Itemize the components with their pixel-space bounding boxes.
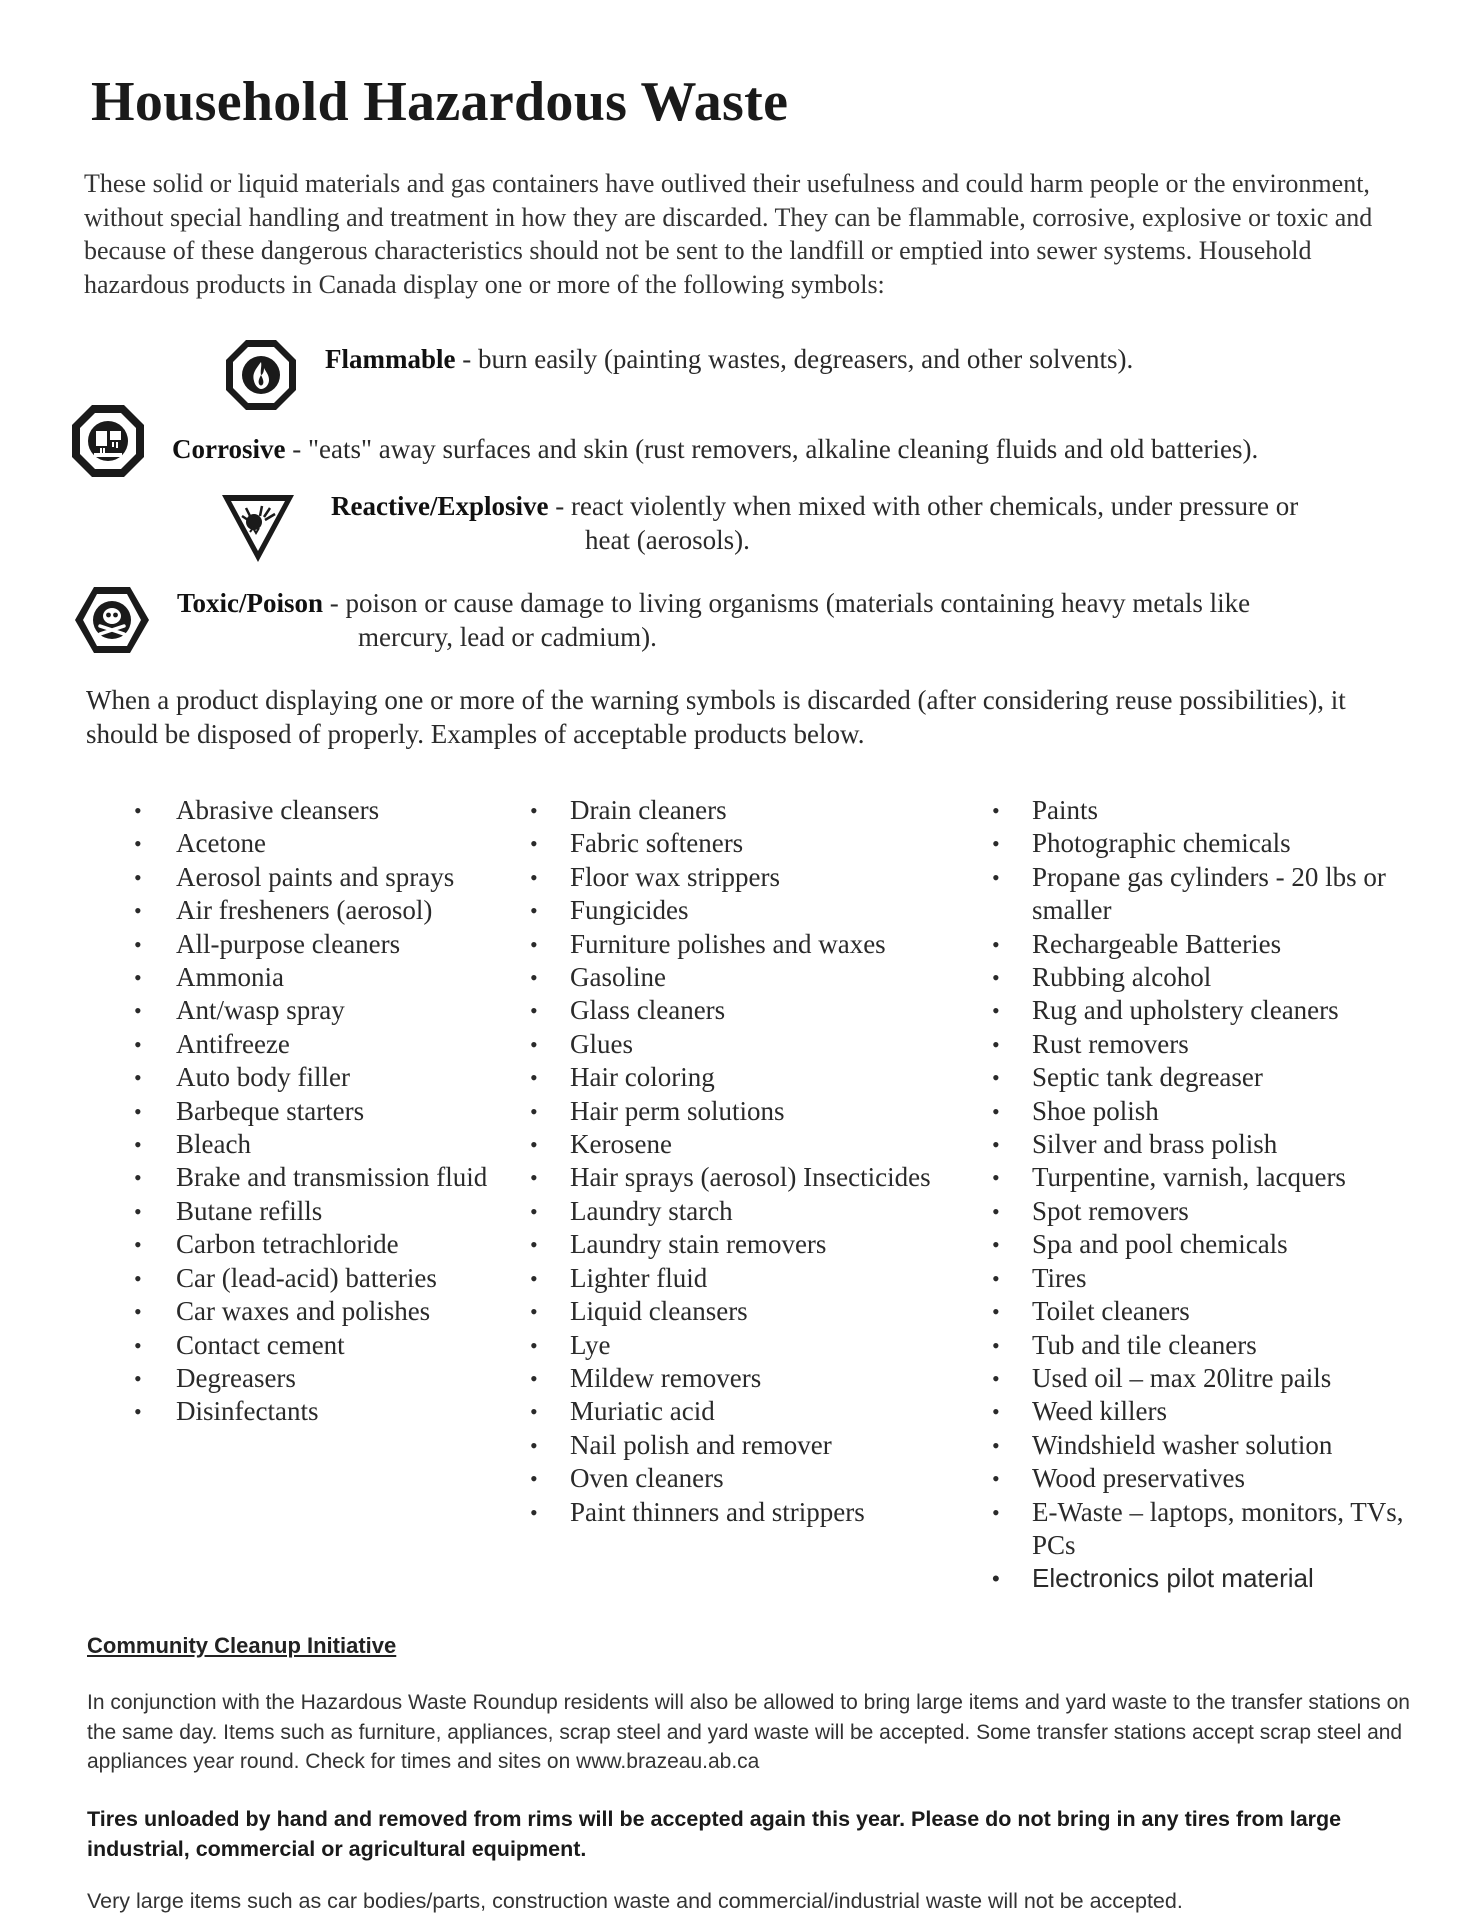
list-item: • Car waxes and polishes xyxy=(134,1295,514,1328)
list-item: • Tires xyxy=(992,1262,1412,1295)
intro-paragraph: These solid or liquid materials and gas containers have outlived their usefulness and could harm people or the environment, without special handling and treatment in how they are discarded. They can be flammable, corrosive, explosive or toxic and because of these dangerous characteristics should not be sent to the landfill or emptied into sewer systems. Household hazardous products in Canada display one or more of the following symbols: xyxy=(84,169,1373,299)
list-item: • Furniture polishes and waxes xyxy=(530,928,960,961)
list-item: • Drain cleaners xyxy=(530,794,960,827)
hazard-corrosive-desc: - "eats" away surfaces and skin (rust removers, alkaline cleaning fluids and old batteries). xyxy=(285,434,1259,464)
list-item: • Brake and transmission fluid xyxy=(134,1161,514,1194)
list-item: • Photographic chemicals xyxy=(992,827,1412,860)
hazard-toxic-desc-1: - poison or cause damage to living organisms (materials containing heavy metals like xyxy=(323,588,1251,618)
list-item: • Aerosol paints and sprays xyxy=(134,861,514,894)
corrosive-icon xyxy=(70,403,146,479)
list-item: • Muriatic acid xyxy=(530,1395,960,1428)
list-item: • Fabric softeners xyxy=(530,827,960,860)
list-item: • Degreasers xyxy=(134,1362,514,1395)
list-item: • Lighter fluid xyxy=(530,1262,960,1295)
hazard-toxic xyxy=(177,586,1250,654)
product-list-col1 xyxy=(134,794,514,1429)
community-paragraph-3: Very large items such as car bodies/parts, construction waste and commercial/industrial waste will not be accepted. xyxy=(87,1889,1183,1913)
list-item: • Propane gas cylinders - 20 lbs or smaller xyxy=(992,861,1412,928)
product-list-col2 xyxy=(530,794,960,1529)
list-item: • Rug and upholstery cleaners xyxy=(992,994,1412,1027)
list-item: • Air fresheners (aerosol) xyxy=(134,894,514,927)
disposal-note: When a product displaying one or more of the warning symbols is discarded (after considering reuse possibilities), it should be disposed of properly. Examples of acceptable products below. xyxy=(86,685,1346,749)
hazard-reactive-desc-1: - react violently when mixed with other chemicals, under pressure or xyxy=(548,491,1299,521)
product-list-col3 xyxy=(992,794,1412,1596)
page-title: Household Hazardous Waste xyxy=(91,71,789,133)
list-item: • Mildew removers xyxy=(530,1362,960,1395)
list-item: • Turpentine, varnish, lacquers xyxy=(992,1161,1412,1194)
list-item: • Hair perm solutions xyxy=(530,1095,960,1128)
list-item: • Butane refills xyxy=(134,1195,514,1228)
list-item: • Silver and brass polish xyxy=(992,1128,1412,1161)
list-item: • Lye xyxy=(530,1329,960,1362)
community-paragraph-1: In conjunction with the Hazardous Waste Roundup residents will also be allowed to bring large items and yard waste to the transfer stations on the same day. Items such as furniture, appliances, scrap steel and yard waste will be accepted. Some transfer stations accept scrap steel and appliances year round. Check for times and sites on www.brazeau.ab.ca xyxy=(87,1691,1410,1773)
flammable-icon xyxy=(224,338,298,412)
list-item: • Windshield washer solution xyxy=(992,1429,1412,1462)
community-heading: Community Cleanup Initiative xyxy=(87,1633,397,1658)
list-item: • All-purpose cleaners xyxy=(134,928,514,961)
list-item: • Auto body filler xyxy=(134,1061,514,1094)
list-item: • Weed killers xyxy=(992,1395,1412,1428)
hazard-flammable-desc: - burn easily (painting wastes, degreasers, and other solvents). xyxy=(455,344,1134,374)
list-item: • Glass cleaners xyxy=(530,994,960,1027)
list-item: • Paint thinners and strippers xyxy=(530,1496,960,1529)
list-item: • Septic tank degreaser xyxy=(992,1061,1412,1094)
list-item: • Laundry starch xyxy=(530,1195,960,1228)
list-item: • Liquid cleansers xyxy=(530,1295,960,1328)
explosive-icon xyxy=(220,492,296,564)
list-item: • Tub and tile cleaners xyxy=(992,1329,1412,1362)
list-item: • Paints xyxy=(992,794,1412,827)
list-item: • Wood preservatives xyxy=(992,1462,1412,1495)
hazard-corrosive-label: Corrosive xyxy=(172,434,286,464)
list-item: • Shoe polish xyxy=(992,1095,1412,1128)
list-item: • Ammonia xyxy=(134,961,514,994)
hazard-toxic-desc-2: mercury, lead or cadmium). xyxy=(358,622,657,652)
list-item: • Oven cleaners xyxy=(530,1462,960,1495)
list-item: • Spot removers xyxy=(992,1195,1412,1228)
hazard-reactive-label: Reactive/Explosive xyxy=(331,491,549,521)
hazard-corrosive xyxy=(172,432,1258,466)
list-item: • Fungicides xyxy=(530,894,960,927)
list-item: • Rechargeable Batteries xyxy=(992,928,1412,961)
hazard-flammable xyxy=(325,342,1133,376)
list-item: • Barbeque starters xyxy=(134,1095,514,1128)
list-item: • Laundry stain removers xyxy=(530,1228,960,1261)
list-item: • Gasoline xyxy=(530,961,960,994)
list-item: • Bleach xyxy=(134,1128,514,1161)
list-item: • Toilet cleaners xyxy=(992,1295,1412,1328)
list-item: • Abrasive cleansers xyxy=(134,794,514,827)
list-item: • E-Waste – laptops, monitors, TVs, PCs xyxy=(992,1496,1412,1563)
list-item: • Kerosene xyxy=(530,1128,960,1161)
list-item: • Floor wax strippers xyxy=(530,861,960,894)
community-paragraph-2: Tires unloaded by hand and removed from rims will be accepted again this year. Please do not bring in any tires from large industrial, commercial or agricultural equipment. xyxy=(87,1807,1342,1861)
list-item: • Rubbing alcohol xyxy=(992,961,1412,994)
list-item: • Spa and pool chemicals xyxy=(992,1228,1412,1261)
list-item: • Carbon tetrachloride xyxy=(134,1228,514,1261)
list-item: • Used oil – max 20litre pails xyxy=(992,1362,1412,1395)
poison-icon xyxy=(73,585,151,655)
list-item: • Hair coloring xyxy=(530,1061,960,1094)
list-item: • Electronics pilot material xyxy=(992,1562,1412,1595)
list-item: • Glues xyxy=(530,1028,960,1061)
list-item: • Acetone xyxy=(134,827,514,860)
hazard-toxic-label: Toxic/Poison xyxy=(177,588,324,618)
list-item: • Contact cement xyxy=(134,1329,514,1362)
list-item: • Car (lead-acid) batteries xyxy=(134,1262,514,1295)
list-item: • Rust removers xyxy=(992,1028,1412,1061)
list-item: • Antifreeze xyxy=(134,1028,514,1061)
list-item: • Disinfectants xyxy=(134,1395,514,1428)
hazard-reactive-desc-2: heat (aerosols). xyxy=(585,525,750,555)
list-item: • Ant/wasp spray xyxy=(134,994,514,1027)
hazard-reactive xyxy=(331,489,1298,557)
list-item: • Hair sprays (aerosol) Insecticides xyxy=(530,1161,960,1194)
list-item: • Nail polish and remover xyxy=(530,1429,960,1462)
hazard-flammable-label: Flammable xyxy=(325,344,456,374)
